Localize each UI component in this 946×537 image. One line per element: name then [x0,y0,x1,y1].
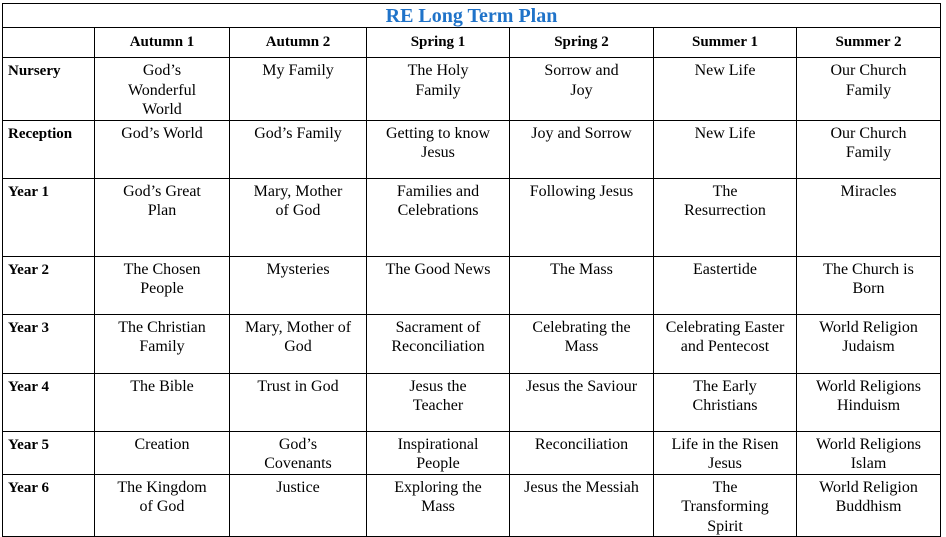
topic-cell: Jesus the Teacher [367,373,510,431]
plan-body [3,58,941,537]
topic-cell: Reconciliation [510,431,654,474]
row-header: Nursery [3,58,95,121]
topic-cell: The Chosen People [95,256,230,314]
topic-cell: Inspirational People [367,431,510,474]
re-long-term-plan-table [2,3,941,537]
topic-cell: Jesus the Messiah [510,474,654,537]
row-header: Year 5 [3,431,95,474]
topic-cell: New Life [654,58,797,121]
topic-cell: Mary, Mother of God [230,314,367,373]
corner-cell [3,28,95,58]
table-row [3,256,941,314]
topic-cell: Eastertide [654,256,797,314]
topic-cell: Miracles [797,178,941,256]
table-row [3,474,941,537]
table-row [3,373,941,431]
topic-cell: The Holy Family [367,58,510,121]
table-row [3,178,941,256]
topic-cell: Jesus the Saviour [510,373,654,431]
topic-cell: The Kingdom of God [95,474,230,537]
topic-cell: Getting to know Jesus [367,120,510,178]
topic-cell: World Religion Buddhism [797,474,941,537]
topic-cell: Families and Celebrations [367,178,510,256]
topic-cell: Creation [95,431,230,474]
column-header-summer-1: Summer 1 [654,28,797,58]
table-row [3,120,941,178]
topic-cell: The Mass [510,256,654,314]
topic-cell: God’s Wonderful World [95,58,230,121]
topic-cell: The Transforming Spirit [654,474,797,537]
topic-cell: The Christian Family [95,314,230,373]
plan-title: RE Long Term Plan [3,4,941,28]
topic-cell: Trust in God [230,373,367,431]
topic-cell: New Life [654,120,797,178]
topic-cell: Joy and Sorrow [510,120,654,178]
table-row [3,314,941,373]
topic-cell: The Early Christians [654,373,797,431]
topic-cell: Justice [230,474,367,537]
header-row [3,28,941,58]
topic-cell: The Good News [367,256,510,314]
topic-cell: The Resurrection [654,178,797,256]
topic-cell: God’s Great Plan [95,178,230,256]
row-header: Year 2 [3,256,95,314]
row-header: Year 3 [3,314,95,373]
column-header-autumn-1: Autumn 1 [95,28,230,58]
column-header-spring-2: Spring 2 [510,28,654,58]
topic-cell: God’s Covenants [230,431,367,474]
topic-cell: Celebrating Easter and Pentecost [654,314,797,373]
topic-cell: Mysteries [230,256,367,314]
table-row [3,58,941,121]
table-row [3,431,941,474]
row-header: Year 6 [3,474,95,537]
row-header: Year 1 [3,178,95,256]
topic-cell: My Family [230,58,367,121]
topic-cell: Following Jesus [510,178,654,256]
topic-cell: World Religions Islam [797,431,941,474]
topic-cell: The Church is Born [797,256,941,314]
topic-cell: Our Church Family [797,120,941,178]
topic-cell: Sacrament of Reconciliation [367,314,510,373]
topic-cell: World Religion Judaism [797,314,941,373]
column-header-autumn-2: Autumn 2 [230,28,367,58]
topic-cell: The Bible [95,373,230,431]
topic-cell: Mary, Mother of God [230,178,367,256]
topic-cell: Sorrow and Joy [510,58,654,121]
row-header: Year 4 [3,373,95,431]
topic-cell: Exploring the Mass [367,474,510,537]
column-header-summer-2: Summer 2 [797,28,941,58]
row-header: Reception [3,120,95,178]
topic-cell: Our Church Family [797,58,941,121]
topic-cell: World Religions Hinduism [797,373,941,431]
topic-cell: God’s World [95,120,230,178]
topic-cell: Celebrating the Mass [510,314,654,373]
column-header-spring-1: Spring 1 [367,28,510,58]
topic-cell: Life in the Risen Jesus [654,431,797,474]
topic-cell: God’s Family [230,120,367,178]
